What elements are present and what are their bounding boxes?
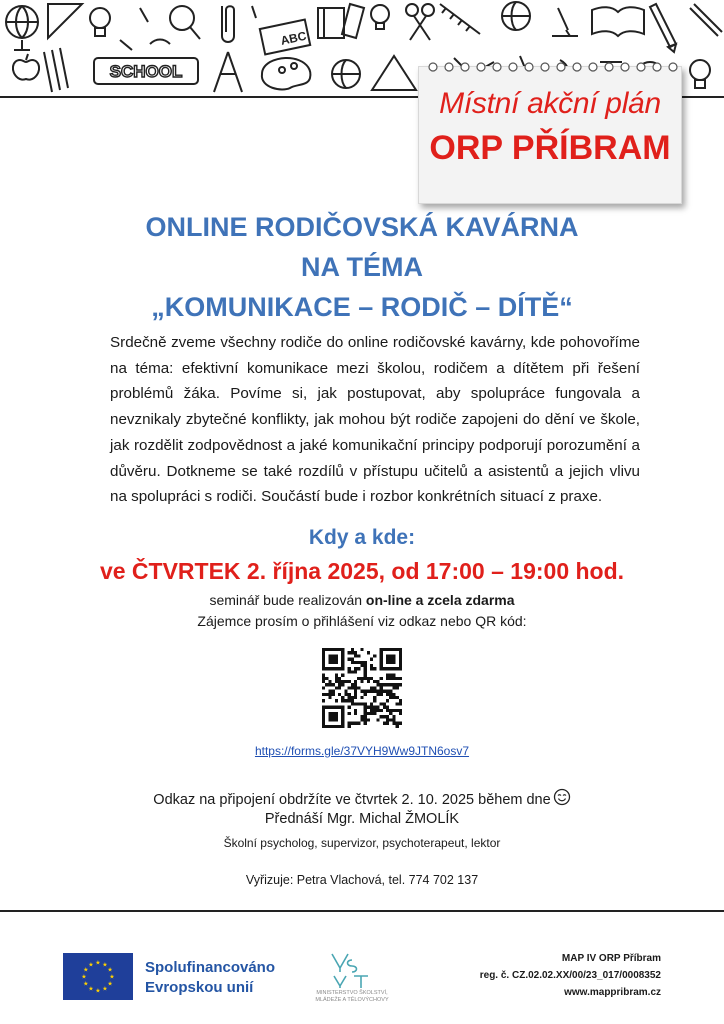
event-title-line1: ONLINE RODIČOVSKÁ KAVÁRNA [145, 212, 579, 242]
compass-icon [214, 52, 242, 92]
book-icon [592, 7, 644, 36]
svg-text:★: ★ [102, 961, 108, 969]
map-info-reg: reg. č. CZ.02.02.XX/00/23_017/0008352 [479, 970, 661, 981]
books-icon [318, 4, 364, 38]
paperclip-icon [222, 6, 234, 42]
map-info-name: MAP IV ORP Příbram [561, 953, 661, 964]
connection-info-text: Odkaz na připojení obdržíte ve čtvrtek 2. 10. 2025 během dne [153, 792, 551, 808]
map-info-block [480, 950, 661, 1001]
svg-text:★: ★ [102, 985, 108, 993]
when-where-heading: Kdy a kde: [308, 526, 416, 549]
intro-paragraph: Srdečně zveme všechny rodiče do online rodičovské kavárny, kde pohovoříme na téma: efektivní komunikace mezi školou, rodičem a dítětem při řešení problémů žáka. Povíme si, jak postupovat, aby spolupráce fungovala a nevznikaly zbytečné konflikty, jak mohou být rodiče zapojeni do dění ve škole, jak rozdělit zodpovědnost a jaké komunikační principy podporují porozumění a důvěru. Dotkneme se také rozdílů v přístupu učitelů a asistentů a jejich vlivu na spolupráci s rodiči. Součástí bude i rozbor konkrétních situací z praxe. [110, 334, 640, 506]
map-notepad [418, 66, 682, 204]
connection-info [0, 788, 724, 808]
svg-text:★: ★ [95, 959, 101, 967]
event-title-line3: „KOMUNIKACE – RODIČ – DÍTĚ“ [151, 292, 573, 322]
globe-icon [6, 6, 38, 50]
lightbulb-icon [371, 5, 389, 29]
spiral-binding [419, 59, 681, 75]
svg-text:★: ★ [107, 980, 113, 988]
lecturer-roles: Školní psycholog, supervizor, psychoterapeut, lektor [223, 836, 501, 850]
map-title-line2: ORP PŘÍBRAM [429, 129, 671, 167]
school-label-badge [92, 56, 200, 86]
msmt-logo-icon [326, 950, 378, 990]
signup-instruction: Zájemce prosím o přihlášení viz odkaz nebo QR kód: [197, 613, 527, 629]
event-date: ve ČTVRTEK 2. října 2025, od 17:00 – 19:00 hod. [99, 558, 625, 584]
pen-icon [690, 4, 722, 36]
globe-icon [502, 2, 530, 30]
pencil-icon [44, 48, 68, 92]
contact-info: Vyřizuje: Petra Vlachová, tel. 774 702 137 [245, 873, 479, 887]
smiley-icon [553, 788, 571, 806]
school-label: SCHOOL [109, 62, 183, 81]
eu-flag-icon [63, 953, 133, 1000]
svg-text:★: ★ [88, 961, 94, 969]
svg-text:★: ★ [95, 987, 101, 995]
map-info-web[interactable]: www.mappribram.cz [564, 987, 661, 998]
apple-icon [13, 54, 39, 80]
seminar-format-prefix: seminář bude realizován [209, 592, 366, 608]
qr-code-icon[interactable] [322, 648, 402, 728]
msmt-line2: MLÁDEŽE A TĚLOVÝCHOVY [315, 997, 389, 1003]
eu-cofunding-text [145, 958, 275, 998]
footer-divider [0, 910, 724, 912]
lecturer: Přednáší Mgr. Michal ŽMOLÍK [264, 811, 460, 827]
ruler-icon [48, 4, 82, 38]
magnifier-icon [170, 6, 200, 39]
msmt-line1: MINISTERSTVO ŠKOLSTVÍ, [316, 990, 388, 996]
abc-label: ABC [279, 28, 308, 48]
svg-text:★: ★ [81, 973, 87, 981]
eu-text-line1: Spolufinancováno [145, 959, 276, 976]
triangle-icon [372, 56, 416, 90]
microscope-icon [552, 8, 578, 36]
event-title-line2: NA TÉMA [301, 252, 423, 282]
lightbulb-icon [90, 8, 110, 36]
lightbulb-icon [690, 60, 710, 88]
svg-text:★: ★ [88, 985, 94, 993]
registration-link[interactable]: https://forms.gle/37VYH9Ww9JTN6osv7 [254, 744, 470, 758]
globe-icon [332, 60, 360, 88]
map-title-line1: Místní akční plán [439, 87, 661, 120]
svg-text:★: ★ [83, 966, 89, 974]
palette-icon [262, 58, 311, 89]
svg-text:★: ★ [107, 966, 113, 974]
seminar-format-bold: on-line a zcela zdarma [365, 592, 515, 608]
eu-text-line2: Evropskou unií [145, 979, 254, 996]
msmt-text [302, 990, 402, 1004]
pencil-icon [650, 4, 676, 52]
scissors-icon [406, 4, 434, 40]
ruler-strip-icon [440, 4, 480, 34]
svg-text:★: ★ [109, 973, 115, 981]
svg-text:★: ★ [83, 980, 89, 988]
seminar-format [0, 592, 724, 608]
